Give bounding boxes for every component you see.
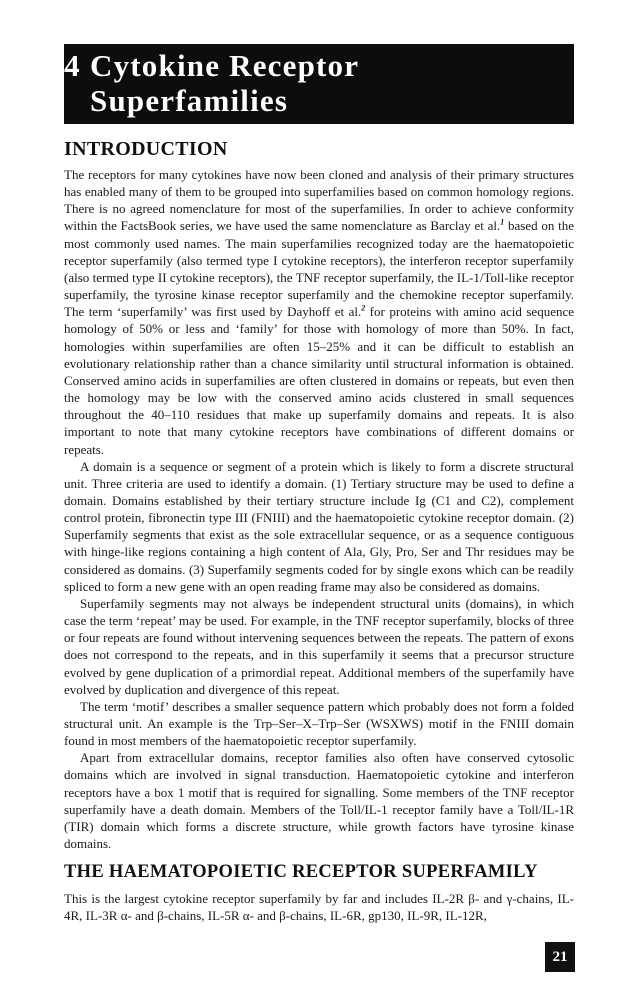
introduction-body	[64, 166, 574, 852]
introduction-heading: INTRODUCTION	[64, 138, 228, 160]
intro-p1-text-b: based on the most commonly used names. The main superfamilies recognized today are the haematopoietic receptor superfamily (also termed type I cytokine receptors), the interferon receptor superfamily (also termed type II cytokine receptors), the TNF receptor superfamily, the IL-1/Toll-like receptor superfamily, the tyrosine kinase receptor superfamily and the chemokine receptor superfamily. The term ‘superfamily’ was first used by Dayhoff et al.	[64, 218, 574, 320]
chapter-title	[64, 48, 560, 118]
haematopoietic-body	[64, 890, 574, 924]
reference-1: 1	[500, 218, 505, 228]
intro-paragraph-1	[64, 166, 574, 458]
intro-paragraph-5: Apart from extracellular domains, receptor families also often have conserved cytosolic domains which are involved in signal transduction. Haematopoietic cytokine and interferon receptors have a box 1 motif that is required for signalling. Some members of the TNF receptor superfamily have a death domain. Members of the Toll/IL-1 receptor family have a Toll/IL-1R (TIR) domain which forms a discrete structure, while growth factors have tyrosine kinase domains.	[64, 750, 574, 852]
intro-p1-text-a: The receptors for many cytokines have now been cloned and analysis of their primary structures has enabled many of them to be grouped into superfamilies based on common homology regions. There is no agreed nomenclature for most of the superfamilies. In order to achieve conformity within the FactsBook series, we have used the same nomenclature as Barclay et al.	[64, 167, 574, 234]
reference-2: 2	[361, 303, 366, 313]
haematopoietic-heading: THE HAEMATOPOIETIC RECEPTOR SUPERFAMILY	[64, 862, 538, 882]
page-number: 21	[545, 942, 575, 972]
intro-paragraph-2: A domain is a sequence or segment of a protein which is likely to form a discrete structural unit. Three criteria are used to identify a domain. (1) Tertiary structure may be used to define a domain. Domains established by their tertiary structure include Ig (C1 and C2), complement control protein, fibronectin type III (FNIII) and the haematopoietic cytokine receptor domain. (2) Superfamily segments that exist as the sole extracellular sequence, or as a sequence contiguous with hinge-like regions containing a high content of Ala, Gly, Pro, Ser and Thr residues may be considered as domains. (3) Superfamily segments coded for by single exons which can be readily spliced to form a new gene with an open reading frame may also be considered as domains.	[64, 458, 574, 594]
haem-paragraph-1: This is the largest cytokine receptor superfamily by far and includes IL-2R β- and γ-chains, IL-4R, IL-3R α- and β-chains, IL-5R α- and β-chains, IL-6R, gp130, IL-9R, IL-12R,	[64, 891, 574, 924]
chapter-title-line1: Cytokine Receptor	[90, 48, 360, 83]
chapter-number: 4	[64, 48, 81, 83]
intro-p1-text-c: for proteins with amino acid sequence homology of 50% or less and ‘family’ for those with homology of more than 50%. In fact, homologies within superfamilies are often 15–25% and it can be difficult to establish an evolutionary relationship rather than a chance similarity until structural information is obtained. Conserved amino acids in superfamilies are often clustered in domains or repeats, but even then the homology may be low with the conserved amino acids clustered in small sequences throughout the 40–110 residues that make up superfamily domains and repeats. It is also important to note that many cytokine receptors have combinations of different domains or repeats.	[64, 304, 575, 457]
chapter-title-line2: Superfamilies	[90, 83, 289, 118]
intro-paragraph-4: The term ‘motif’ describes a smaller sequence pattern which probably does not form a folded structural unit. An example is the Trp–Ser–X–Trp–Ser (WSXWS) motif in the FNIII domain found in most members of the haematopoietic receptor superfamily.	[64, 698, 574, 749]
intro-paragraph-3: Superfamily segments may not always be independent structural units (domains), in which case the term ‘repeat’ may be used. For example, in the TNF receptor superfamily, blocks of three or four repeats are found without intervening sequences between the repeats. The pattern of exons does not correspond to the repeats, and in this superfamily it seems that a precursor structure evolved by gene duplication of a primordial repeat. Additional members of the superfamily have evolved by duplication and divergence of this repeat.	[64, 595, 574, 697]
